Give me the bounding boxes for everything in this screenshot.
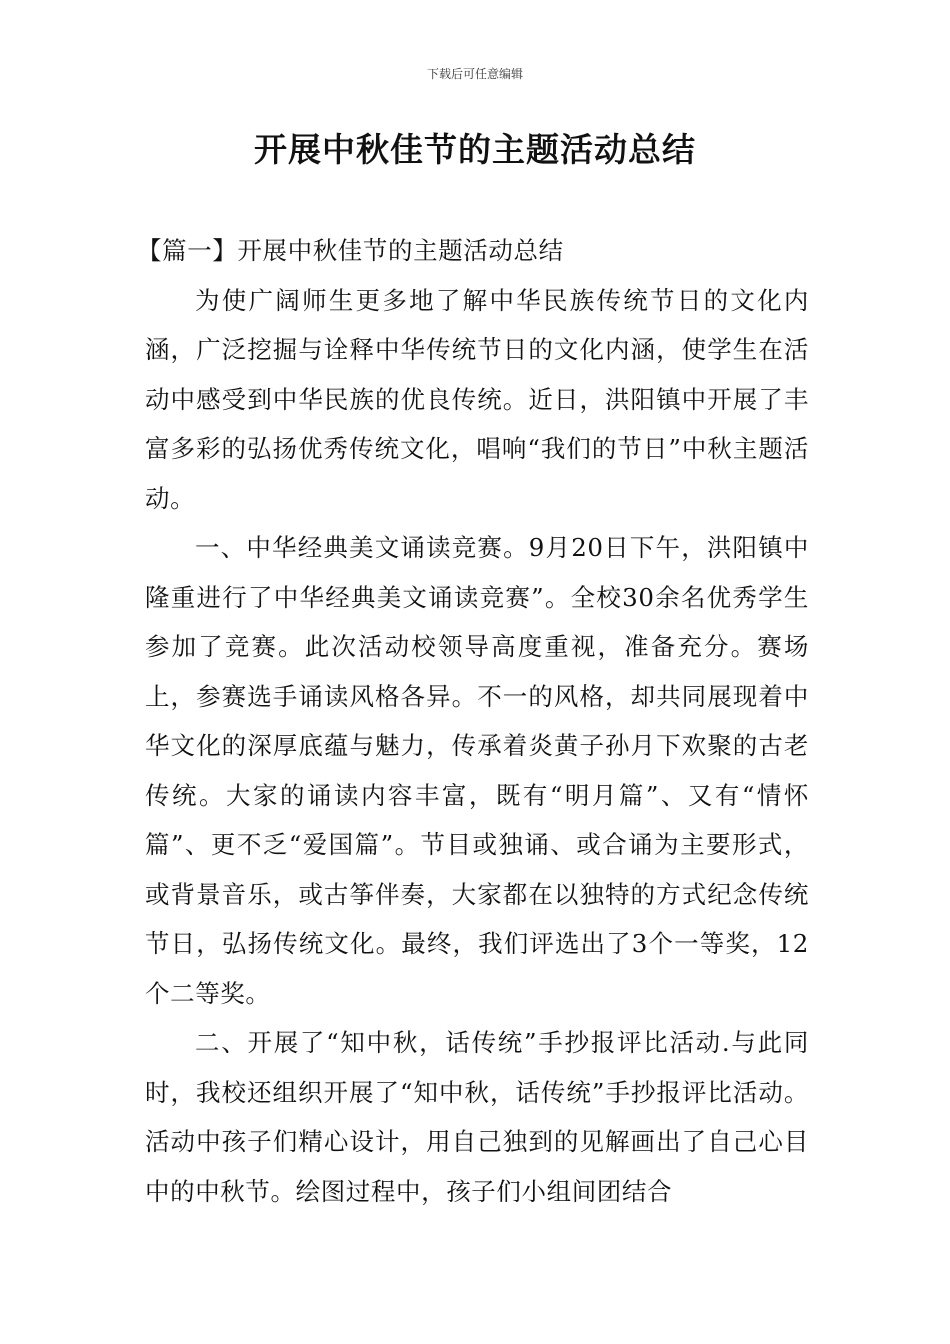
section-heading: 【篇一】开展中秋佳节的主题活动总结	[137, 236, 564, 265]
paragraph-recitation-contest: 一、中华经典美文诵读竞赛。9月20日下午，洪阳镇中隆重进行了中华经典美文诵读竞赛”。全校30余名优秀学生参加了竞赛。此次活动校领导高度重视，准备充分。赛场上，参赛选手诵读风格各异。不一的风格，却共同展现着中华文化的深厚底蕴与魅力，传承着炎黄子孙月下欢聚的古老传统。大家的诵读内容丰富，既有“明月篇”、又有“情怀篇”、更不乏“爱国篇”。节目或独诵、或合诵为主要形式，或背景音乐，或古筝伴奏，大家都在以独特的方式纪念传统节日，弘扬传统文化。最终，我们评选出了3个一等奖，12个二等奖。	[145, 533, 809, 1008]
document-body	[137, 226, 809, 1216]
header-note: 下载后可任意编辑	[426, 67, 523, 81]
document-title: 开展中秋佳节的主题活动总结	[254, 130, 696, 169]
paragraph-handwritten-newspaper: 二、开展了“知中秋，话传统”手抄报评比活动.与此同时，我校还组织开展了“知中秋，话传统”手抄报评比活动。活动中孩子们精心设计，用自己独到的见解画出了自己心目中的中秋节。绘图过程中，孩子们小组间团结合	[145, 1028, 809, 1206]
paragraph-intro: 为使广阔师生更多地了解中华民族传统节日的文化内涵，广泛挖掘与诠释中华传统节日的文化内涵，使学生在活动中感受到中华民族的优良传统。近日，洪阳镇中开展了丰富多彩的弘扬优秀传统文化，唱响“我们的节日”中秋主题活动。	[145, 285, 809, 513]
